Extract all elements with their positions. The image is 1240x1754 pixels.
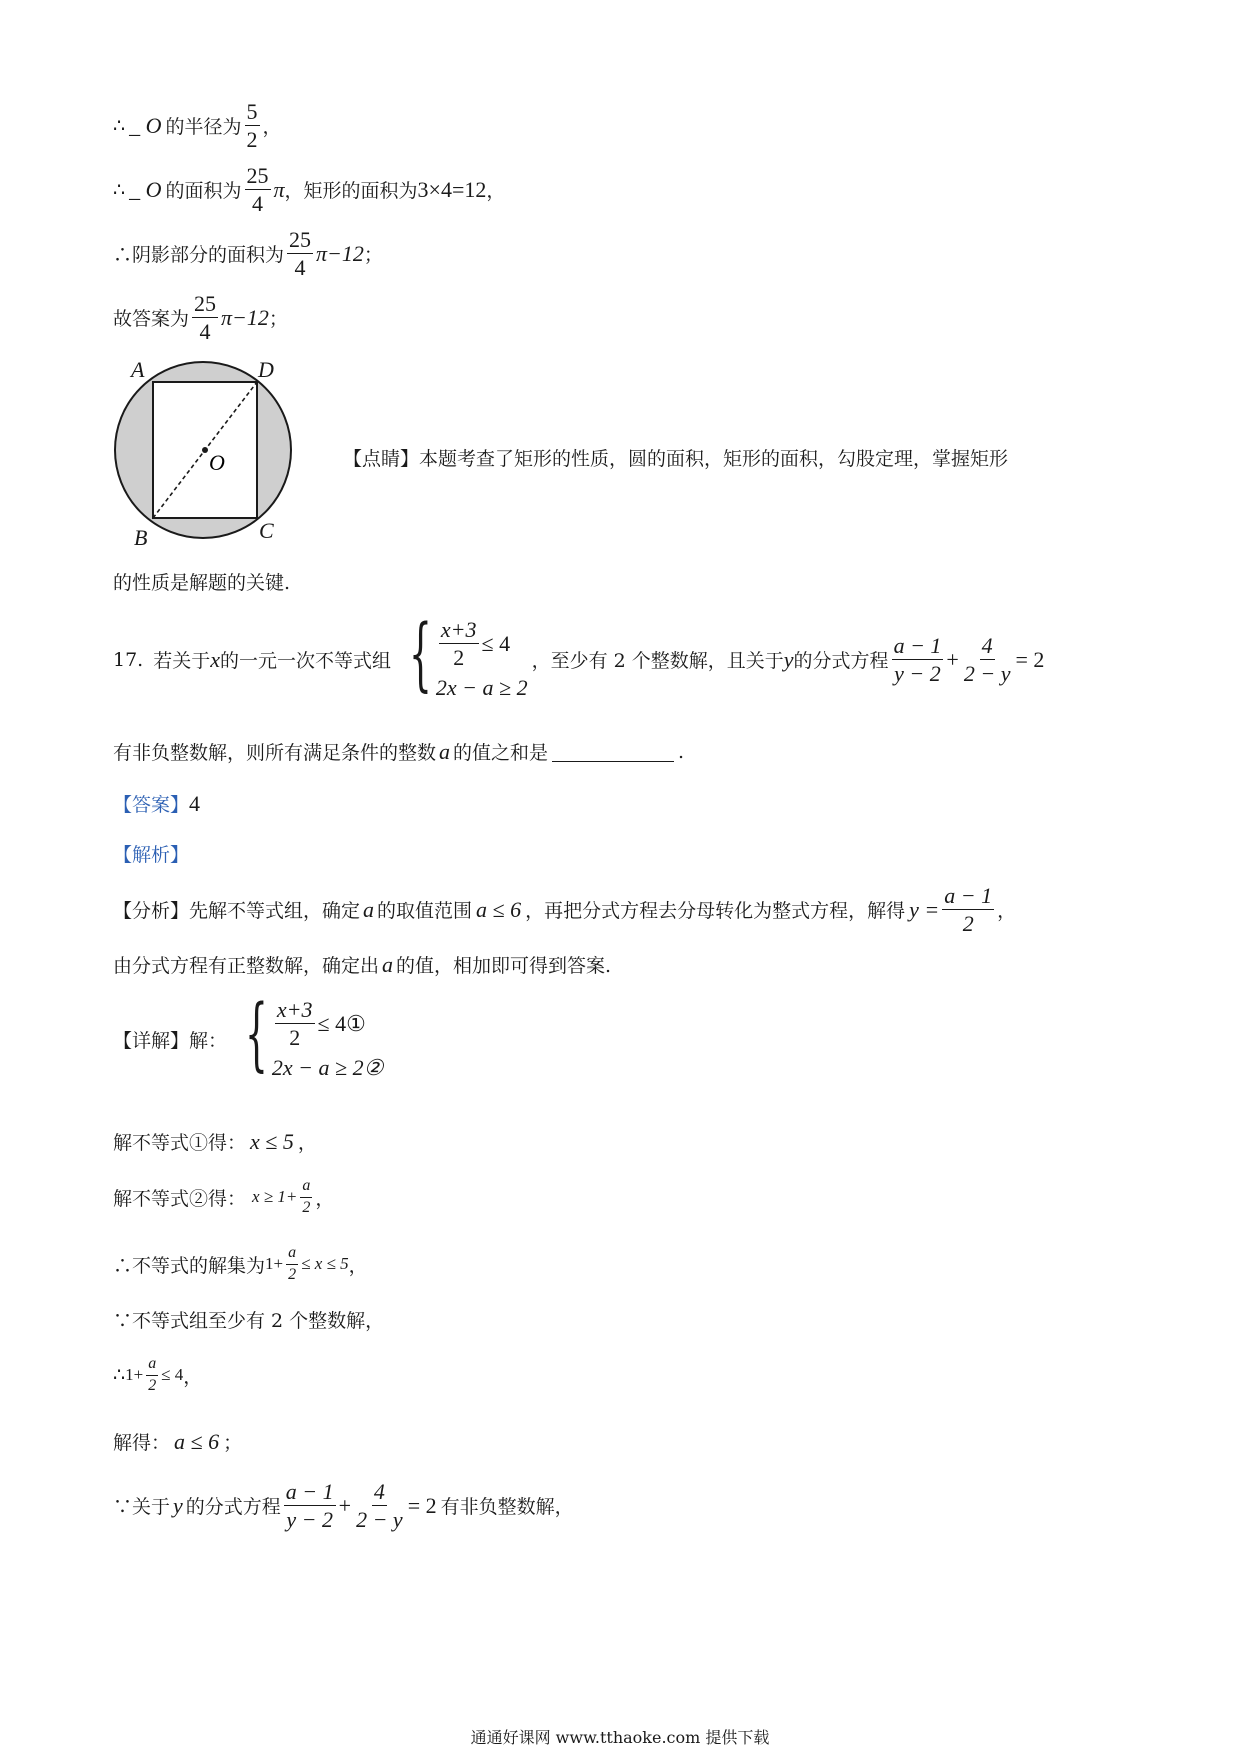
label-a: A bbox=[131, 357, 145, 382]
punct: ， bbox=[262, 116, 282, 139]
punct: ， bbox=[183, 1365, 203, 1388]
therefore-symbol: ∴ bbox=[113, 178, 126, 201]
xiangjie-line bbox=[113, 987, 387, 1081]
answer-line bbox=[113, 790, 200, 817]
equals: = 2 bbox=[1015, 646, 1045, 672]
question-number: 17. bbox=[113, 648, 144, 671]
dianjing-text: 本题考查了矩形的性质，圆的面积，矩形的面积，勾股定理，掌握矩形 bbox=[419, 448, 1009, 470]
denominator: 2 bbox=[453, 645, 465, 671]
fraction bbox=[962, 634, 1013, 685]
punct: ； bbox=[268, 308, 288, 331]
punct: ； bbox=[363, 244, 383, 267]
question-17 bbox=[113, 607, 1045, 701]
denominator: 2 bbox=[246, 127, 258, 153]
center-dot bbox=[202, 447, 208, 453]
system-row-1 bbox=[272, 998, 383, 1049]
rhs: ≤ 4 bbox=[481, 630, 511, 656]
math: ≤ x ≤ 5 bbox=[301, 1254, 349, 1274]
text: ，至少有 2 个整数解，且关于 bbox=[531, 650, 784, 673]
text: 解得： bbox=[113, 1432, 171, 1454]
text: 有非负整数解，则所有满足条件的整数 bbox=[113, 742, 437, 764]
fraction bbox=[146, 1356, 158, 1395]
punct: ， bbox=[997, 900, 1017, 923]
system-row-2: 2x − a ≥ 2② bbox=[271, 1055, 384, 1081]
text: 的分式方程 bbox=[185, 1496, 281, 1519]
text: 由分式方程有正整数解，确定出 bbox=[113, 955, 380, 977]
fraction bbox=[192, 292, 218, 343]
fraction bbox=[275, 998, 315, 1049]
text: 的分式方程 bbox=[793, 650, 889, 673]
fraction bbox=[284, 1480, 336, 1531]
numerator: 4 bbox=[980, 634, 995, 660]
math: 1+ bbox=[125, 1365, 144, 1385]
numerator: 25 bbox=[245, 164, 271, 190]
text: ∴ bbox=[113, 1364, 126, 1387]
line-area bbox=[113, 164, 505, 215]
answer-value: 4 bbox=[189, 791, 201, 816]
text: ，矩形的面积为 bbox=[284, 180, 418, 203]
denominator: 4 bbox=[199, 319, 211, 345]
label-o: O bbox=[209, 450, 225, 475]
jiexi-label: 【解析】 bbox=[113, 844, 190, 866]
system-rows bbox=[272, 998, 383, 1081]
fraction bbox=[439, 618, 479, 669]
fraction bbox=[942, 884, 994, 935]
dianjing-cont: 的性质是解题的关键. bbox=[113, 572, 291, 594]
line-shaded-area bbox=[113, 228, 383, 279]
var-a: a bbox=[439, 738, 451, 764]
fraction bbox=[300, 1178, 312, 1217]
dianjing-line bbox=[343, 444, 1008, 471]
var-a: a bbox=[382, 951, 394, 977]
denominator: 2 bbox=[288, 1265, 297, 1283]
fenxi-label: 【分析】 bbox=[113, 900, 190, 923]
text: 有非负整数解， bbox=[440, 1496, 574, 1519]
numerator: a − 1 bbox=[284, 1480, 336, 1506]
equation: 3×4=12 bbox=[417, 176, 487, 202]
equals: = 2 bbox=[407, 1492, 437, 1518]
numerator: a bbox=[146, 1356, 158, 1376]
text: 的面积为 bbox=[165, 180, 242, 203]
system-row-2: 2x − a ≥ 2 bbox=[435, 675, 528, 701]
brace-icon: { bbox=[245, 987, 268, 1080]
plus-sign: + bbox=[946, 646, 959, 672]
text: 若关于 bbox=[153, 650, 211, 673]
step-5 bbox=[113, 1356, 202, 1395]
numerator: 25 bbox=[192, 292, 218, 318]
numerator: a bbox=[286, 1245, 298, 1265]
step-7 bbox=[113, 1480, 574, 1531]
step-1 bbox=[113, 1128, 317, 1155]
math: ≤ 4 bbox=[161, 1365, 184, 1385]
inequality-system bbox=[395, 607, 528, 701]
brace-icon: { bbox=[409, 607, 432, 700]
text: ，再把分式方程去分母转化为整式方程，解得 bbox=[525, 900, 906, 923]
numerator: x+3 bbox=[439, 618, 479, 644]
fraction bbox=[245, 100, 260, 151]
denominator: 2 bbox=[289, 1025, 301, 1051]
math: a ≤ 6 bbox=[174, 1428, 220, 1454]
var-x: x bbox=[210, 646, 220, 672]
denominator: y − 2 bbox=[286, 1507, 334, 1533]
denominator: y − 2 bbox=[894, 661, 941, 687]
punct: ， bbox=[297, 1132, 317, 1154]
text: 的值，相加即可得到答案. bbox=[396, 955, 612, 977]
question-17-cont bbox=[113, 738, 684, 765]
inequality-system bbox=[231, 987, 384, 1081]
text: 先解不等式组，确定 bbox=[189, 900, 361, 923]
var-y: y bbox=[173, 1492, 183, 1518]
page-footer: 通通好课网 www.tthaoke.com 提供下载 bbox=[470, 1728, 770, 1747]
numerator: x+3 bbox=[275, 998, 315, 1024]
denominator: 2 bbox=[148, 1376, 157, 1394]
text: 的取值范围 bbox=[377, 900, 473, 923]
punct: . bbox=[678, 740, 685, 763]
punct: ， bbox=[348, 1254, 368, 1277]
xiangjie-label: 【详解】解： bbox=[113, 1030, 228, 1053]
text: ∴不等式的解集为 bbox=[113, 1254, 266, 1277]
text: ∴阴影部分的面积为 bbox=[113, 244, 285, 267]
fenxi-cont bbox=[113, 951, 611, 978]
dianjing-label: 【点睛】 bbox=[343, 448, 420, 470]
numerator: 25 bbox=[287, 228, 313, 254]
rhs: ≤ 4① bbox=[317, 1010, 366, 1036]
denominator: 2 bbox=[962, 911, 974, 937]
system-row-1 bbox=[436, 618, 528, 669]
system-rows bbox=[436, 618, 528, 701]
therefore-symbol: ∴ bbox=[113, 114, 126, 137]
denominator: 2 − y bbox=[356, 1507, 403, 1533]
inequality: a ≤ 6 bbox=[476, 896, 522, 922]
answer-label: 【答案】 bbox=[113, 794, 190, 816]
fraction bbox=[892, 634, 944, 685]
text: 解不等式①得： bbox=[113, 1132, 247, 1154]
text: 故答案为 bbox=[113, 308, 190, 331]
numerator: 5 bbox=[245, 100, 260, 126]
label-c: C bbox=[259, 518, 274, 543]
fraction bbox=[286, 1245, 298, 1284]
var-y: y = bbox=[909, 896, 940, 922]
circle-o: _ O bbox=[129, 112, 162, 138]
text: 解不等式②得： bbox=[113, 1187, 247, 1210]
text: ∵关于 bbox=[113, 1496, 171, 1519]
denominator: 2 − y bbox=[963, 661, 1011, 687]
line-radius bbox=[113, 100, 282, 151]
text: 的半径为 bbox=[165, 116, 242, 139]
math: 1+ bbox=[265, 1254, 284, 1274]
pi: π bbox=[273, 176, 285, 202]
denominator: 4 bbox=[252, 191, 263, 217]
var-a: a bbox=[363, 896, 375, 922]
math: x ≥ 1+ bbox=[252, 1187, 298, 1207]
numerator: a bbox=[300, 1178, 312, 1198]
numerator: a − 1 bbox=[942, 884, 994, 910]
fraction bbox=[287, 228, 313, 279]
expression: π−12 bbox=[221, 304, 269, 330]
punct: ， bbox=[315, 1187, 335, 1210]
fenxi-line bbox=[113, 884, 1016, 935]
text: 的值之和是 bbox=[453, 742, 549, 764]
plus-sign: + bbox=[338, 1492, 352, 1518]
step-4: ∵不等式组至少有 2 个整数解， bbox=[113, 1310, 385, 1332]
step-3 bbox=[113, 1245, 368, 1284]
answer-blank bbox=[552, 741, 674, 762]
expression: π−12 bbox=[316, 240, 364, 266]
var-y: y bbox=[783, 646, 794, 672]
fraction bbox=[245, 164, 271, 215]
text: 的一元一次不等式组 bbox=[220, 650, 392, 673]
circle-o: _ O bbox=[129, 176, 162, 202]
math: x ≤ 5 bbox=[250, 1128, 294, 1154]
numerator: a − 1 bbox=[892, 634, 944, 660]
step-2 bbox=[113, 1178, 334, 1217]
denominator: 4 bbox=[294, 255, 306, 281]
numerator: 4 bbox=[372, 1480, 387, 1506]
label-d: D bbox=[258, 357, 274, 382]
punct: ； bbox=[223, 1432, 243, 1454]
punct: ， bbox=[486, 180, 506, 203]
label-b: B bbox=[134, 525, 148, 550]
line-answer-prev bbox=[113, 292, 288, 343]
step-6 bbox=[113, 1428, 242, 1455]
denominator: 2 bbox=[302, 1198, 311, 1216]
fraction bbox=[354, 1480, 405, 1531]
